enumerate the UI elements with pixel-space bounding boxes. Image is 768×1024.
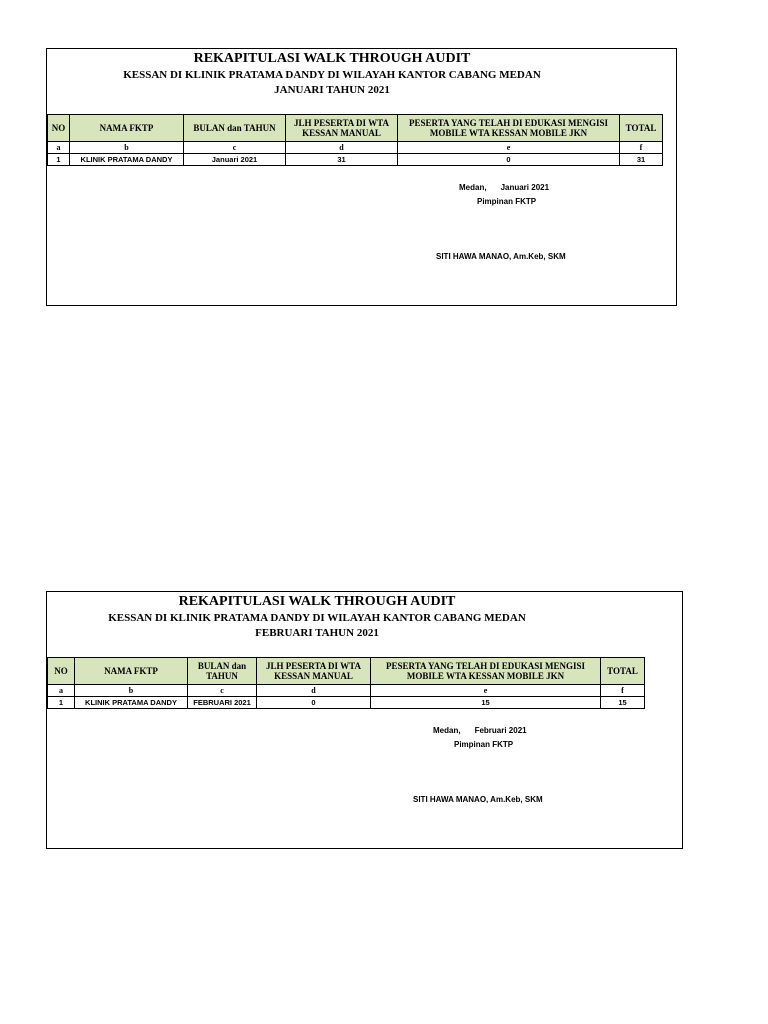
letter-cell: f bbox=[620, 142, 663, 154]
header-peserta-edukasi: PESERTA YANG TELAH DI EDUKASI MENGISI MOBILE WTA KESSAN MOBILE JKN bbox=[398, 115, 620, 142]
header-jlh-peserta: JLH PESERTA DI WTA KESSAN MANUAL bbox=[286, 115, 398, 142]
row-peserta-edukasi: 0 bbox=[398, 154, 620, 166]
letter-cell: b bbox=[75, 685, 188, 697]
header-bulan-tahun: BULAN dan TAHUN bbox=[184, 115, 286, 142]
header-total: TOTAL bbox=[601, 658, 645, 685]
row-bulan-tahun: Januari 2021 bbox=[184, 154, 286, 166]
report-title: REKAPITULASI WALK THROUGH AUDIT bbox=[178, 594, 456, 609]
row-nama-fktp: KLINIK PRATAMA DANDY bbox=[70, 154, 184, 166]
header-no: NO bbox=[48, 115, 70, 142]
sign-city: Medan, bbox=[433, 726, 461, 735]
audit-table bbox=[47, 657, 645, 709]
report-title: REKAPITULASI WALK THROUGH AUDIT bbox=[193, 51, 471, 66]
table-letter-row bbox=[48, 685, 645, 697]
report-period: FEBRUARI TAHUN 2021 bbox=[255, 627, 379, 639]
sign-place-date bbox=[459, 183, 549, 192]
row-no: 1 bbox=[48, 697, 75, 709]
letter-cell: c bbox=[188, 685, 257, 697]
sign-name: SITI HAWA MANAO, Am.Keb, SKM bbox=[436, 252, 566, 261]
sign-city: Medan, bbox=[459, 183, 487, 192]
row-jlh-peserta: 31 bbox=[286, 154, 398, 166]
letter-cell: c bbox=[184, 142, 286, 154]
letter-cell: b bbox=[70, 142, 184, 154]
table-row bbox=[48, 697, 645, 709]
letter-cell: e bbox=[398, 142, 620, 154]
report-subtitle: KESSAN DI KLINIK PRATAMA DANDY DI WILAYAH KANTOR CABANG MEDAN bbox=[108, 612, 526, 624]
header-nama-fktp: NAMA FKTP bbox=[75, 658, 188, 685]
row-total: 15 bbox=[601, 697, 645, 709]
row-total: 31 bbox=[620, 154, 663, 166]
table-header-row bbox=[48, 115, 663, 142]
sign-date: Januari 2021 bbox=[500, 183, 550, 192]
table-row bbox=[48, 154, 663, 166]
letter-cell: a bbox=[48, 142, 70, 154]
table-letter-row bbox=[48, 142, 663, 154]
letter-cell: d bbox=[286, 142, 398, 154]
letter-cell: e bbox=[371, 685, 601, 697]
row-jlh-peserta: 0 bbox=[257, 697, 371, 709]
report-january bbox=[46, 48, 677, 306]
header-jlh-peserta: JLH PESERTA DI WTA KESSAN MANUAL bbox=[257, 658, 371, 685]
letter-cell: a bbox=[48, 685, 75, 697]
letter-cell: d bbox=[257, 685, 371, 697]
row-nama-fktp: KLINIK PRATAMA DANDY bbox=[75, 697, 188, 709]
sign-role: Pimpinan FKTP bbox=[454, 740, 514, 749]
report-subtitle: KESSAN DI KLINIK PRATAMA DANDY DI WILAYAH KANTOR CABANG MEDAN bbox=[123, 69, 541, 81]
letter-cell: f bbox=[601, 685, 645, 697]
header-total: TOTAL bbox=[620, 115, 663, 142]
sign-date: Februari 2021 bbox=[474, 726, 527, 735]
header-no: NO bbox=[48, 658, 75, 685]
sign-name: SITI HAWA MANAO, Am.Keb, SKM bbox=[413, 795, 543, 804]
audit-table bbox=[47, 114, 663, 166]
header-bulan-tahun: BULAN dan TAHUN bbox=[188, 658, 257, 685]
row-peserta-edukasi: 15 bbox=[371, 697, 601, 709]
header-peserta-edukasi: PESERTA YANG TELAH DI EDUKASI MENGISI MOBILE WTA KESSAN MOBILE JKN bbox=[371, 658, 601, 685]
sign-role: Pimpinan FKTP bbox=[477, 197, 537, 206]
header-nama-fktp: NAMA FKTP bbox=[70, 115, 184, 142]
row-bulan-tahun: FEBRUARI 2021 bbox=[188, 697, 257, 709]
row-no: 1 bbox=[48, 154, 70, 166]
table-header-row bbox=[48, 658, 645, 685]
report-period: JANUARI TAHUN 2021 bbox=[274, 84, 390, 96]
sign-place-date bbox=[433, 726, 527, 735]
report-february bbox=[46, 591, 683, 849]
